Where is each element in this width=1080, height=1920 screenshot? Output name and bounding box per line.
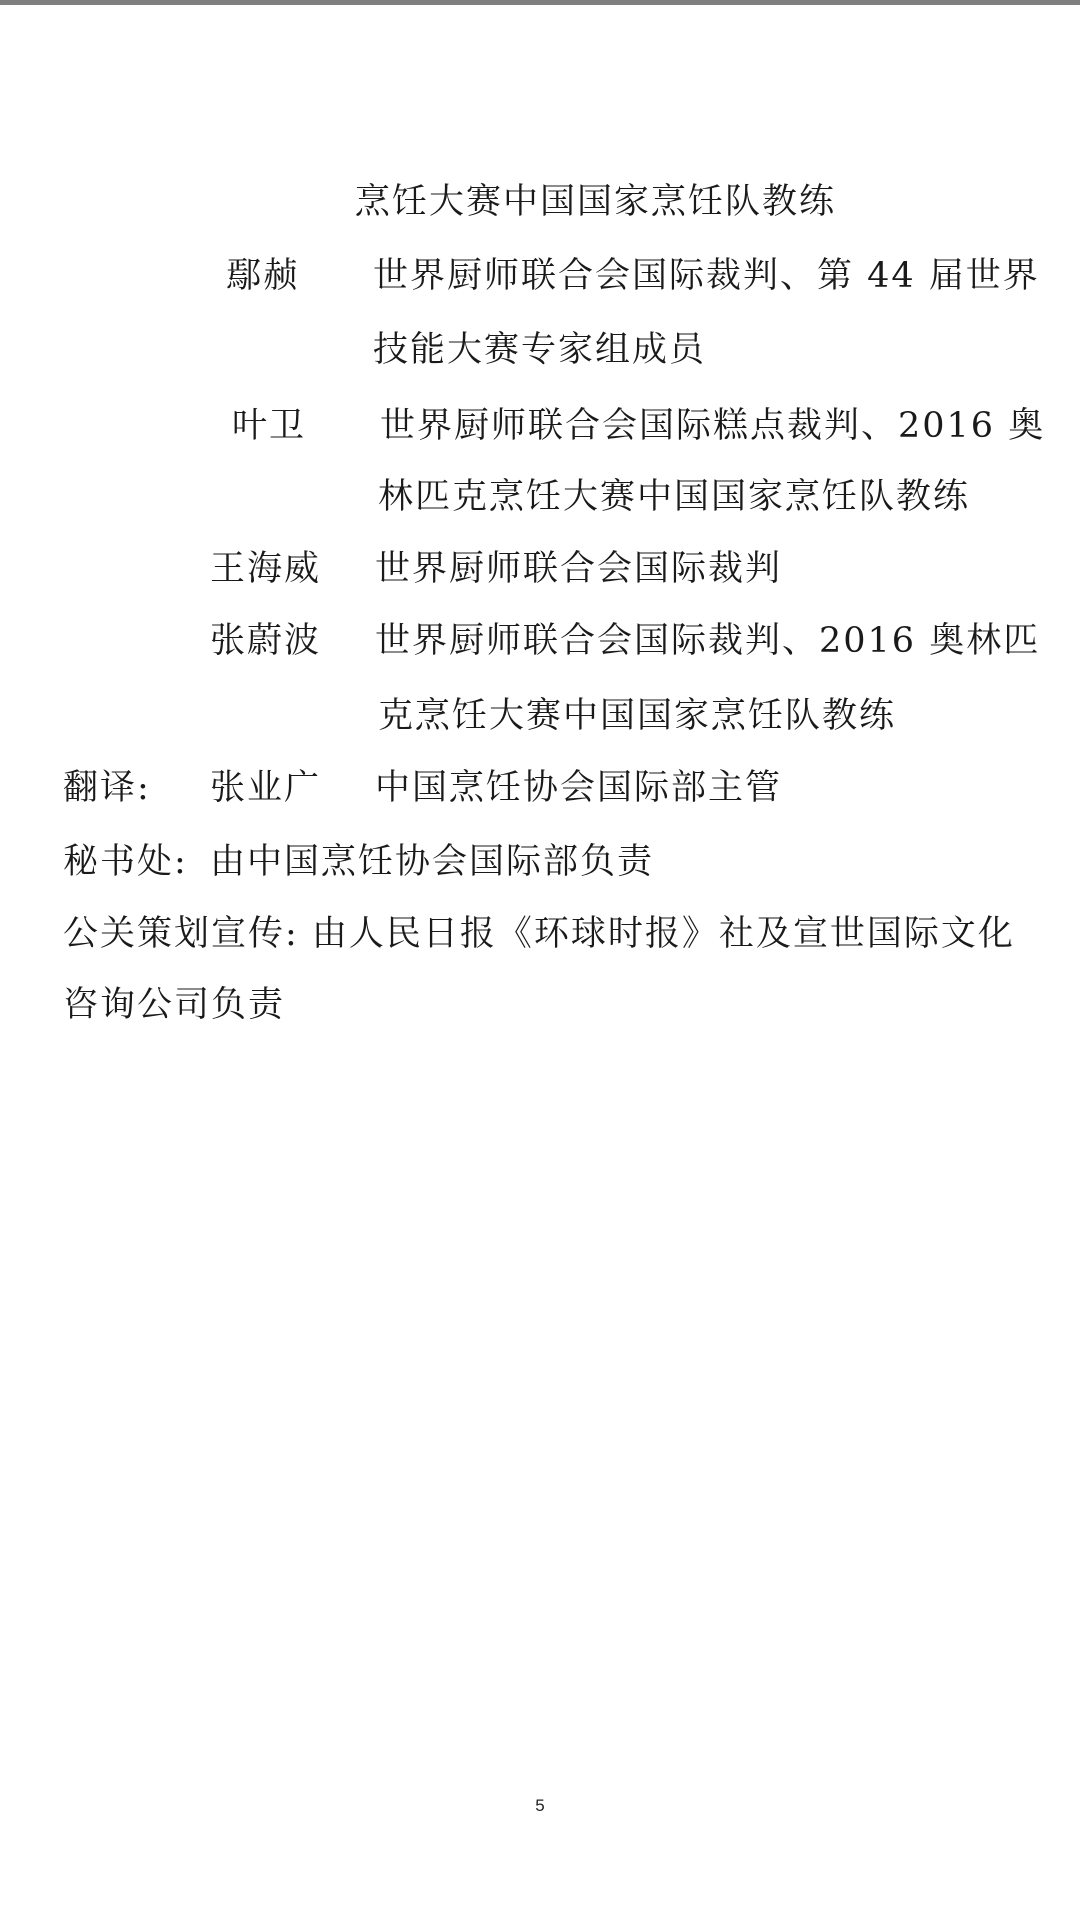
translation-label: 翻译: [63,768,151,808]
translation-name: 张业广 [210,768,322,808]
continuation-line: 烹饪大赛中国国家烹饪队教练 [355,182,837,222]
member-role-line: 世界厨师联合会国际裁判、第 44 届世界 [373,256,1040,296]
pr-line: 咨询公司负责 [63,985,286,1025]
page-number: 5 [535,1796,545,1815]
secretariat-label: 秘书处: [63,842,188,882]
pr-line: 公关策划宣传: 由人民日报《环球时报》社及宣世国际文化 [63,914,1015,954]
member-role-line: 世界厨师联合会国际裁判 [375,549,783,589]
member-name: 鄢赪 [226,256,301,296]
secretariat-text: 由中国烹饪协会国际部负责 [210,842,655,882]
member-role-line: 世界厨师联合会国际裁判、2016 奥林匹 [375,621,1041,661]
member-role-line: 克烹饪大赛中国国家烹饪队教练 [378,696,897,736]
translation-role: 中国烹饪协会国际部主管 [375,768,783,808]
member-role-line: 技能大赛专家组成员 [373,330,707,370]
member-role-line: 世界厨师联合会国际糕点裁判、2016 奥 [380,406,1046,446]
member-role-line: 林匹克烹饪大赛中国国家烹饪队教练 [378,477,971,517]
member-name: 王海威 [210,549,322,589]
member-name: 叶卫 [232,406,307,446]
top-border [0,0,1080,5]
member-name: 张蔚波 [210,621,322,661]
